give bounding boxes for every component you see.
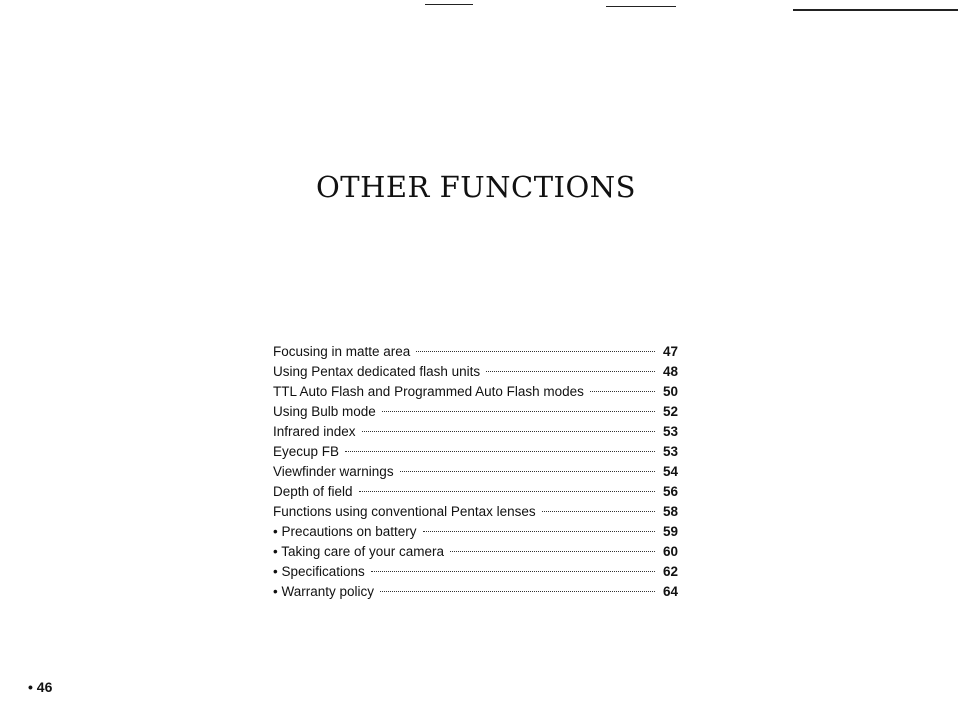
toc-page-number: 47 — [663, 344, 679, 359]
toc-row — [273, 402, 687, 422]
dot-leader — [400, 471, 655, 472]
toc-entry-label: • Taking care of your camera — [273, 544, 445, 559]
toc-entry-label: Eyecup FB — [273, 444, 340, 459]
toc-entry-label: Focusing in matte area — [273, 344, 411, 359]
toc-page-number: 48 — [663, 364, 679, 379]
toc-page-number: 58 — [663, 504, 679, 519]
toc-page-number: 60 — [663, 544, 679, 559]
toc-row — [273, 562, 687, 582]
toc-row — [273, 482, 687, 502]
toc-entry-label: TTL Auto Flash and Programmed Auto Flash modes — [273, 384, 584, 399]
toc-page-number: 56 — [663, 484, 679, 499]
dot-leader — [362, 431, 655, 432]
dot-leader — [345, 451, 655, 452]
toc-row — [273, 362, 687, 382]
dot-leader — [416, 351, 655, 352]
toc-entry-label: • Specifications — [273, 564, 365, 579]
dot-leader — [382, 411, 655, 412]
page-title: OTHER FUNCTIONS — [315, 170, 637, 204]
page-number: • 46 — [28, 679, 53, 695]
toc-page-number: 54 — [663, 464, 679, 479]
toc-row — [273, 342, 687, 362]
dot-leader — [450, 551, 655, 552]
toc-row — [273, 462, 687, 482]
dot-leader — [359, 491, 655, 492]
toc-entry-label: Using Bulb mode — [273, 404, 376, 419]
toc-page-number: 52 — [663, 404, 679, 419]
table-of-contents — [273, 342, 687, 602]
toc-entry-label: Functions using conventional Pentax lenses — [273, 504, 536, 519]
dot-leader — [380, 591, 655, 592]
toc-row — [273, 442, 687, 462]
toc-page-number: 53 — [663, 444, 679, 459]
scan-artifact-line — [606, 6, 676, 7]
scan-artifact-line — [425, 4, 473, 5]
dot-leader — [590, 391, 655, 392]
dot-leader — [486, 371, 655, 372]
scan-artifact-line — [793, 9, 958, 11]
toc-page-number: 62 — [663, 564, 679, 579]
toc-page-number: 53 — [663, 424, 679, 439]
dot-leader — [371, 571, 655, 572]
toc-row — [273, 382, 687, 402]
toc-page-number: 64 — [663, 584, 679, 599]
toc-entry-label: Viewfinder warnings — [273, 464, 394, 479]
dot-leader — [423, 531, 655, 532]
toc-entry-label: • Warranty policy — [273, 584, 374, 599]
toc-page-number: 59 — [663, 524, 679, 539]
toc-entry-label: Infrared index — [273, 424, 356, 439]
toc-entry-label: Using Pentax dedicated flash units — [273, 364, 481, 379]
toc-row — [273, 422, 687, 442]
toc-page-number: 50 — [663, 384, 679, 399]
toc-entry-label: Depth of field — [273, 484, 353, 499]
toc-row — [273, 502, 687, 522]
toc-entry-label: • Precautions on battery — [273, 524, 417, 539]
toc-row — [273, 542, 687, 562]
dot-leader — [542, 511, 655, 512]
toc-row — [273, 582, 687, 602]
toc-row — [273, 522, 687, 542]
